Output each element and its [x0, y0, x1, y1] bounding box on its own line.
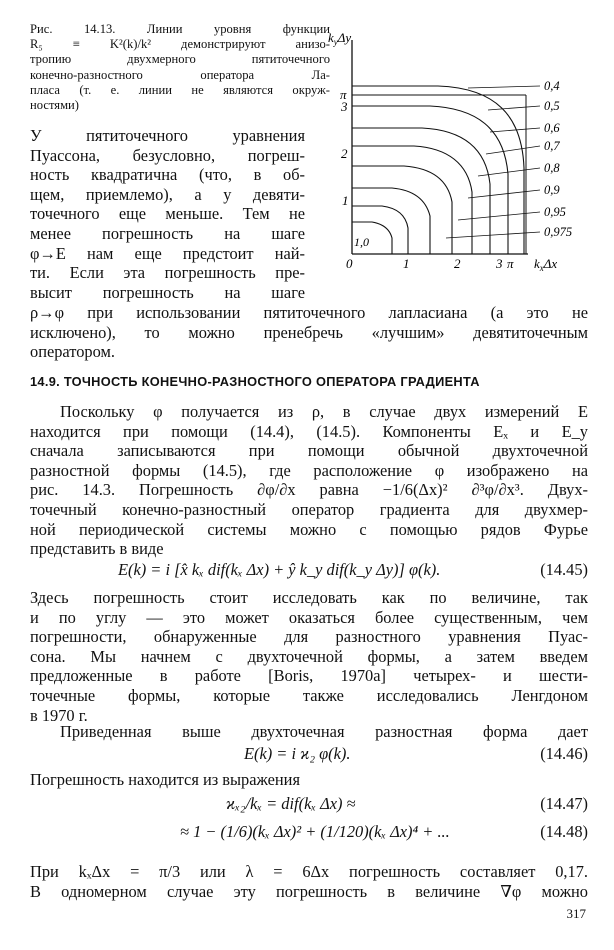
contour-label: 0,8 [544, 161, 560, 175]
text-line: При kₓΔx = π/3 или λ = 6Δx погрешность составляет 0,17. [30, 862, 588, 881]
paragraph-two-point [30, 722, 588, 742]
text-line: В одномерном случае эту погрешность в величине ∇φ можно [30, 881, 588, 901]
text-line: менее погрешность на шаге [30, 223, 305, 243]
y-axis-label: $k_y\Delta y$ [328, 30, 352, 47]
text-line: предложенные в работе [Boris, 1970a] четырех- и шести- [30, 666, 588, 686]
text-line: ной периодической системы можно с помощью рядов Фурье [30, 519, 588, 539]
y-tick-origin-value: 1,0 [354, 235, 369, 249]
equation-number: (14.48) [540, 822, 588, 841]
equation-body: E(k) = i [x̂ kₓ dif(kₓ Δx) + ŷ k_y dif(k_y Δy)] φ(k). [118, 560, 441, 579]
text-line: погрешности, обнаруженные для разностного уравнения Пуас- [30, 627, 588, 647]
text-line: точечный конечно-разностный оператор градиента для двухмер- [30, 499, 588, 519]
text-line: точечного еще меньше. Тем не [30, 204, 305, 224]
equation-body: E(k) = i ϰ₂ φ(k). [244, 744, 351, 763]
paragraph-intro [30, 126, 305, 302]
x-axis-label: $k_x\Delta x$ [534, 256, 558, 273]
text-line: исключено), то можно пренебречь «лучшим» девятиточечным [30, 322, 588, 342]
text-line: φ→E нам еще предстоит най- [30, 243, 305, 263]
contour-label: 0,6 [544, 121, 560, 135]
y-tick-2: 2 [341, 146, 348, 161]
text-line: и по углу — это может оказаться более существенным, чем [30, 607, 588, 627]
x-tick-pi: π [507, 256, 514, 271]
x-tick-0: 0 [346, 256, 353, 271]
text-line: находится при помощи (14.4), (14.5). Компоненты Eₓ и E_y [30, 421, 588, 441]
figure-caption [30, 22, 330, 113]
text-line: ность квадратична (что, в об- [30, 165, 305, 185]
text-line: представить в виде [30, 539, 164, 559]
text-line: ρ→φ при использовании пятиточечного лапласиана (а это не [30, 303, 588, 322]
paragraph-error-value [30, 862, 588, 901]
page-number: 317 [566, 906, 586, 921]
caption-line: пласа (т. е. линии не являются окруж- [30, 82, 330, 97]
text-line: разностной формы (14.5), где расположение φ изображено на [30, 460, 588, 480]
caption-line: Рис. 14.13. Линии уровня функции [30, 22, 330, 36]
x-tick-1: 1 [403, 256, 410, 271]
equation-body: ϰₓ₂/kₓ = dif(kₓ Δx) ≈ [226, 794, 356, 813]
contour-label: 0,5 [544, 99, 560, 113]
caption-line: тропию двухмерного пятиточечного [30, 52, 330, 67]
text-line: Погрешность находится из выражения [30, 770, 300, 789]
text-line: сначала записываются при помощи обычной двухточечной [30, 441, 588, 461]
contour-label: 0,9 [544, 183, 560, 197]
equation-number: (14.47) [540, 794, 588, 813]
text-line: точечные формы, которые также исследовались Ленгдоном [30, 685, 588, 705]
text-line: Поскольку φ получается из ρ, в случае двух измерений E [60, 402, 588, 421]
caption-line: R₅ ≡ K²(k)/k² демонстрируют анизо- [30, 37, 330, 52]
y-tick-1: 1 [342, 193, 349, 208]
paragraph-error-expr [30, 770, 588, 790]
paragraph-intro-tail [30, 303, 588, 362]
text-line: ти. Если эта погрешность пре- [30, 263, 305, 283]
y-tick-3: 3 [341, 99, 348, 114]
text-line: щем, приемлемо), а у девяти- [30, 184, 305, 204]
y-tick-pi: π [340, 87, 347, 102]
text-line: У пятиточечного уравнения [30, 126, 305, 145]
paragraph-error-analysis [30, 588, 588, 725]
text-line: оператором. [30, 342, 115, 362]
section-heading: 14.9. ТОЧНОСТЬ КОНЕЧНО-РАЗНОСТНОГО ОПЕРАТОРА ГРАДИЕНТА [30, 374, 480, 389]
contour-label: 0,7 [544, 139, 560, 153]
x-tick-3: 3 [496, 256, 503, 271]
text-line: Пуассона, безусловно, погреш- [30, 145, 305, 165]
caption-line: ностями) [30, 98, 79, 113]
contour-figure [318, 28, 598, 280]
text-line: высит погрешность на шаге [30, 282, 305, 302]
contour-label: 0,95 [544, 205, 566, 219]
paragraph-gradient-intro [30, 402, 588, 559]
equation-number: (14.46) [540, 744, 588, 763]
equation-14-45 [30, 560, 588, 582]
contour-label: 0,975 [544, 225, 573, 239]
x-tick-2: 2 [454, 256, 461, 271]
text-line: Здесь погрешность стоит исследовать как по величине, так [30, 588, 588, 607]
text-line: рис. 14.3. Погрешность ∂φ/∂x равна −1/6(Δx)² ∂³φ/∂x³. Двух- [30, 480, 588, 500]
text-line: в 1970 г. [30, 705, 88, 725]
text-line: сона. Мы начнем с двухточечной формы, а затем введем [30, 646, 588, 666]
contour-label: 0,4 [544, 79, 560, 93]
caption-line: конечно-разностного оператора Ла- [30, 67, 330, 82]
equation-14-46 [30, 744, 588, 766]
equation-body: ≈ 1 − (1/6)(kₓ Δx)² + (1/120)(kₓ Δx)⁴ + ... [180, 822, 450, 841]
equation-14-47 [30, 794, 588, 816]
text-line: Приведенная выше двухточечная разностная форма дает [60, 722, 588, 741]
equation-number: (14.45) [540, 560, 588, 579]
contour-curve [352, 86, 524, 254]
equation-14-48 [30, 822, 588, 844]
